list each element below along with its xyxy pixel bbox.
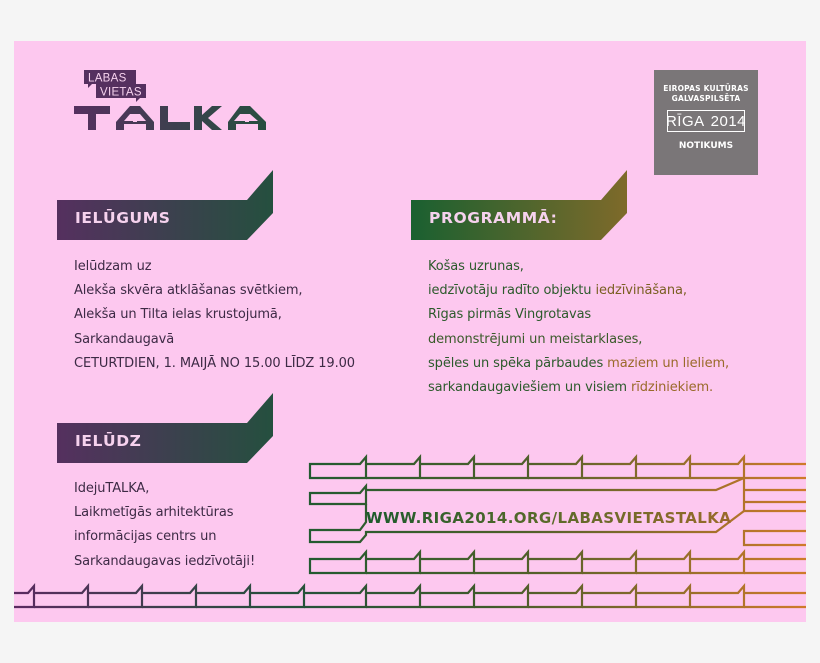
program-line-text: spēles un spēka pārbaudes [428,355,608,371]
program-banner [411,169,631,241]
riga-2014-badge [654,70,758,175]
riga-text: RĪGA [665,112,705,130]
program-line-text: Košas uzrunas, [428,259,524,274]
program-line-text: rīdziniekiem. [630,380,714,396]
program-line-text: Rīgas pirmās Vingrotavas [428,307,592,323]
program-line [428,279,729,303]
badge-line-2: GALVASPILSĒTA [671,94,741,103]
year-text: 2014 [710,112,747,130]
program-line [428,328,729,352]
invitation-line: Sarkandaugavā [74,331,175,347]
program-line-text: iedzīvināšana, [595,283,687,299]
program-line-text: maziem un lieliem, [607,355,730,371]
labas-vietas-talka-logo [74,68,274,130]
invitation-line: Ielūdzam uz [74,259,152,274]
invitation-line: Alekša skvēra atklāšanas svētkiem, [74,283,303,299]
program-line-text: demonstrējumi un meistarklases, [428,331,643,347]
program-line-text: iedzīvotāju radīto objektu [428,283,596,299]
program-line [428,255,729,279]
program-line [428,303,729,327]
invites-line: Sarkandaugavas iedzīvotāji! [74,553,256,569]
program-title: PROGRAMMĀ: [429,209,558,227]
program-line [428,352,729,376]
badge-footer: NOTIKUMS [678,141,734,151]
program-line-text: sarkandaugaviešiem un visiem [428,380,631,396]
invitation-date: CETURTDIEN, 1. MAIJĀ NO 15.00 LĪDZ 19.00 [74,355,355,371]
invitation-text [74,255,355,376]
invitation-title: IELŪGUMS [75,209,171,227]
badge-subtitle [654,84,758,104]
badge-line-1: EIROPAS KULTŪRAS [663,84,749,93]
invitation-line: Alekša un Tilta ielas krustojumā, [74,307,282,323]
invites-banner [57,391,277,463]
website-url[interactable]: WWW.RIGA2014.ORG/LABASVIETASTALKA [366,509,732,527]
program-line [428,376,729,400]
invites-text [74,477,255,574]
riga-2014-logo [667,110,745,132]
poster [14,41,806,622]
program-text [428,255,729,400]
invites-line: Laikmetīgās arhitektūras [74,505,234,521]
invites-line: IdejuTALKA, [74,481,150,496]
invites-title: IELŪDZ [75,432,142,450]
invites-line: informācijas centrs un [74,529,217,545]
svg-text:VIETAS: VIETAS [100,86,142,99]
invitation-banner [57,169,277,241]
svg-text:LABAS: LABAS [88,72,127,85]
